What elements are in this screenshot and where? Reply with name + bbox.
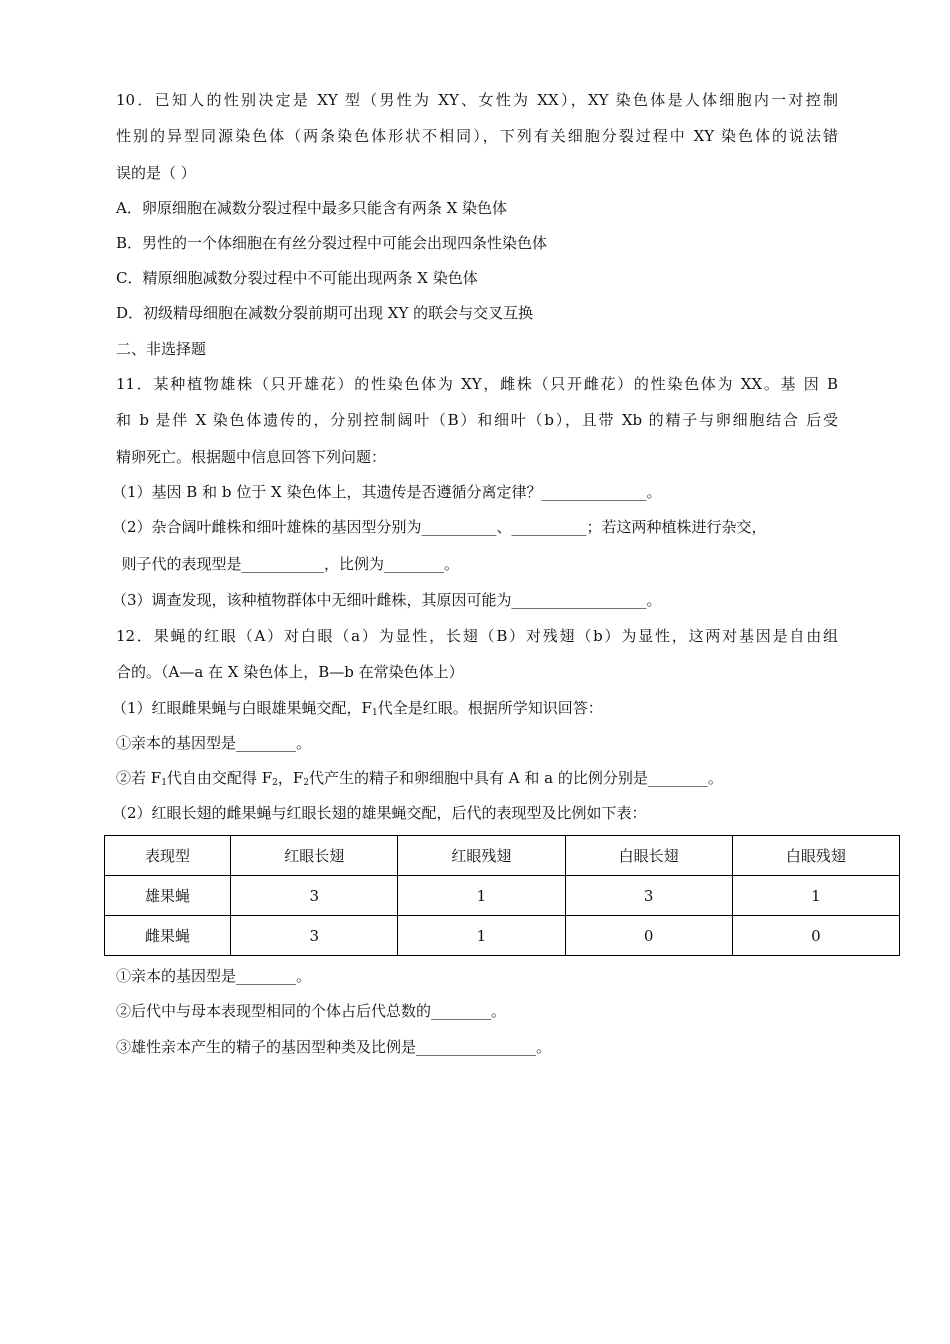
q10-line: 性别的异型同源染色体（两条染色体形状不相同），下列有关细胞分裂过程中 XY 染色体的说法错 [116,127,838,145]
table-header-row [105,836,900,876]
header-cell: 表现型 [105,836,231,876]
table-row [105,916,900,956]
cell: 1 [398,916,565,956]
q12-answer3: ③雄性亲本产生的精子的基因型种类及比例是________________。 [116,1038,552,1056]
text: 代自由交配得 F [166,769,273,787]
q11-line: 和 b 是伴 X 染色体遗传的，分别控制阔叶（B）和细叶（b），且带 Xb 的精子与卵细胞结合 后受 [116,411,838,429]
q11-part2: （2）杂合阔叶雌株和细叶雄株的基因型分别为__________、__________；若这两种植株进行杂交， [112,518,767,536]
cell: 0 [732,916,899,956]
cell: 雌果蝇 [105,916,231,956]
q10-option-d: D．初级精母细胞在减数分裂前期可出现 XY 的联会与交叉互换 [116,304,534,322]
q12-answer2: ②后代中与母本表现型相同的个体占后代总数的________。 [116,1002,507,1020]
q12-part1 [112,698,603,723]
text: 代产生的精子和卵细胞中具有 A 和 a 的比例分别是________。 [309,769,723,787]
q10-option-a: A．卵原细胞在减数分裂过程中最多只能含有两条 X 染色体 [116,199,508,217]
header-cell: 白眼残翅 [732,836,899,876]
q12-answer1: ①亲本的基因型是________。 [116,967,312,985]
text: ，F [277,769,304,787]
subscript: 2 [303,778,309,788]
q11-part1: （1）基因 B 和 b 位于 X 染色体上，其遗传是否遵循分离定律？______________。 [112,483,662,501]
results-table [104,835,900,956]
q12-line: 合的。（A—a 在 X 染色体上，B—b 在常染色体上） [116,663,464,681]
text: 代全是红眼。根据所学知识回答： [377,699,603,717]
q12-sub1: ①亲本的基因型是________。 [116,734,312,752]
section-heading: 二、非选择题 [116,340,207,358]
cell: 1 [398,876,565,916]
text: ②若 F [116,769,162,787]
q10-line: 误的是（ ） [116,164,196,182]
subscript: 1 [161,778,167,788]
cell: 3 [231,876,398,916]
q12-part2: （2）红眼长翅的雌果蝇与红眼长翅的雄果蝇交配，后代的表现型及比例如下表： [112,804,647,822]
table-row [105,876,900,916]
subscript: 1 [371,708,378,718]
cell: 1 [732,876,899,916]
header-cell: 红眼残翅 [398,836,565,876]
q12-line: 12．果蝇的红眼（A）对白眼（a）为显性，长翅（B）对残翅（b）为显性，这两对基因是自由组 [116,627,838,645]
q10-option-b: B．男性的一个体细胞在有丝分裂过程中可能会出现四条性染色体 [116,234,548,252]
subscript: 2 [272,778,278,788]
q11-line: 精卵死亡。根据题中信息回答下列问题： [116,448,387,466]
q11-part3: （3）调查发现，该种植物群体中无细叶雌株，其原因可能为__________________。 [112,591,662,609]
cell: 0 [565,916,732,956]
header-cell: 红眼长翅 [231,836,398,876]
q11-line: 11．某种植物雄株（只开雄花）的性染色体为 XY，雌株（只开雌花）的性染色体为 XX。基 因 B [116,375,838,393]
cell: 3 [565,876,732,916]
q10-option-c: C．精原细胞减数分裂过程中不可能出现两条 X 染色体 [116,269,478,287]
header-cell: 白眼长翅 [565,836,732,876]
q12-sub2 [116,768,723,793]
cell: 雄果蝇 [105,876,231,916]
q11-part2-cont: 则子代的表现型是___________，比例为________。 [112,555,460,573]
text: （1）红眼雌果蝇与白眼雄果蝇交配，F [112,699,372,717]
q10-line: 10．已知人的性别决定是 XY 型（男性为 XY、女性为 XX），XY 染色体是人体细胞内一对控制 [116,91,838,109]
cell: 3 [231,916,398,956]
